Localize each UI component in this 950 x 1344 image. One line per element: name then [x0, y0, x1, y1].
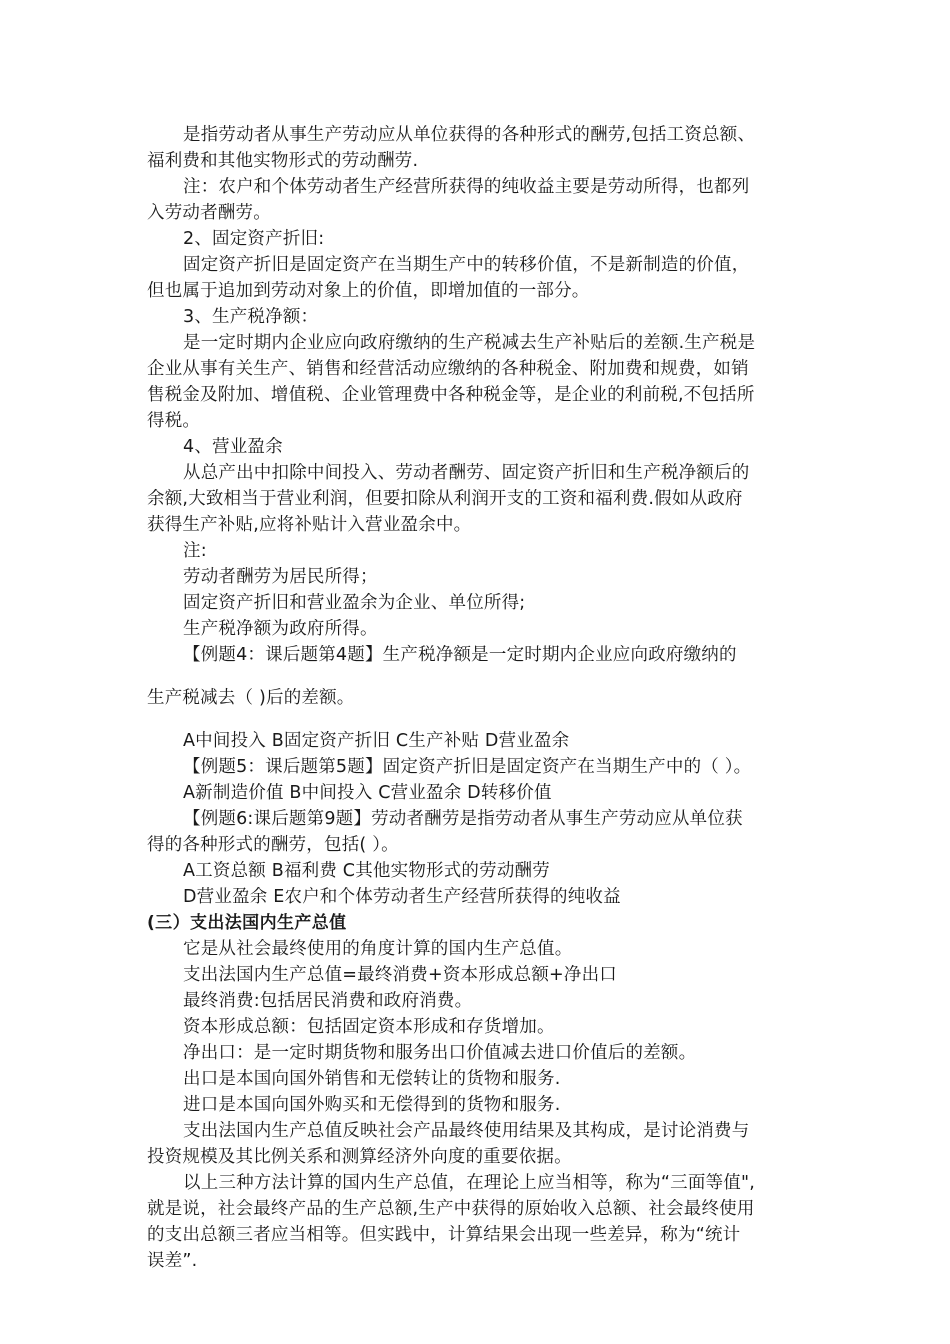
text-line: 支出法国内生产总值=最终消费+资本形成总额+净出口 — [183, 965, 617, 985]
text-line: 注: — [183, 541, 207, 561]
text-line: 3、生产税净额： — [183, 307, 319, 327]
text-line: 【例题6:课后题第9题】劳动者酬劳是指劳动者从事生产劳动应从单位获 — [183, 809, 743, 829]
text-line: A工资总额 B福利费 C其他实物形式的劳动酬劳 — [183, 861, 550, 881]
text-line: 固定资产折旧和营业盈余为企业、单位所得; — [183, 593, 526, 613]
text-line: 以上三种方法计算的国内生产总值，在理论上应当相等，称为“三面等值", — [183, 1173, 755, 1193]
text-line: 劳动者酬劳为居民所得； — [183, 567, 378, 587]
text-line: 进口是本国向国外购买和无偿得到的货物和服务. — [183, 1095, 561, 1115]
text-line: 得税。 — [147, 411, 201, 431]
text-line: 投资规模及其比例关系和测算经济外向度的重要依据。 — [147, 1147, 572, 1167]
text-line: D营业盈余 E农户和个体劳动者生产经营所获得的纯收益 — [183, 887, 621, 907]
text-line: 福利费和其他实物形式的劳动酬劳. — [147, 151, 419, 171]
text-line: 是一定时期内企业应向政府缴纳的生产税减去生产补贴后的差额.生产税是 — [183, 333, 756, 353]
text-line: 出口是本国向国外销售和无偿转让的货物和服务. — [183, 1069, 561, 1089]
text-line: 支出法国内生产总值反映社会产品最终使用结果及其构成，是讨论消费与 — [183, 1121, 750, 1141]
text-line: 企业从事有关生产、销售和经营活动应缴纳的各种税金、附加费和规费，如销 — [147, 359, 749, 379]
text-line: 从总产出中扣除中间投入、劳动者酬劳、固定资产折旧和生产税净额后的 — [183, 463, 750, 483]
text-line: 最终消费:包括居民消费和政府消费。 — [183, 991, 473, 1011]
section-heading: (三）支出法国内生产总值 — [147, 913, 347, 933]
text-line: 生产税净额为政府所得。 — [183, 619, 378, 639]
text-line: A新制造价值 B中间投入 C营业盈余 D转移价值 — [183, 783, 552, 803]
document-page — [147, 122, 817, 1274]
text-line: 4、营业盈余 — [183, 437, 283, 457]
text-line: 售税金及附加、增值税、企业管理费中各种税金等，是企业的利前税,不包括所 — [147, 385, 755, 405]
text-line: 误差”. — [147, 1251, 198, 1271]
text-line: 它是从社会最终使用的角度计算的国内生产总值。 — [183, 939, 573, 959]
text-line: 固定资产折旧是固定资产在当期生产中的转移价值，不是新制造的价值， — [183, 255, 750, 275]
text-line: 净出口：是一定时期货物和服务出口价值减去进口价值后的差额。 — [183, 1043, 697, 1063]
text-line: 是指劳动者从事生产劳动应从单位获得的各种形式的酬劳,包括工资总额、 — [183, 125, 756, 145]
text-line: 资本形成总额：包括固定资本形成和存货增加。 — [183, 1017, 555, 1037]
text-line: 【例题4：课后题第4题】生产税净额是一定时期内企业应向政府缴纳的 — [183, 645, 737, 665]
text-line: 就是说，社会最终产品的生产总额,生产中获得的原始收入总额、社会最终使用 — [147, 1199, 755, 1219]
text-line: 的支出总额三者应当相等。但实践中，计算结果会出现一些差异，称为“统计 — [147, 1225, 741, 1245]
text-line: 2、固定资产折旧: — [183, 229, 325, 249]
text-line: 余额,大致相当于营业利润，但要扣除从利润开支的工资和福利费.假如从政府 — [147, 489, 743, 509]
text-line: 得的各种形式的酬劳，包括( ）。 — [147, 835, 399, 855]
text-line: 注：农户和个体劳动者生产经营所获得的纯收益主要是劳动所得，也都列 — [183, 177, 750, 197]
text-line: 获得生产补贴,应将补贴计入营业盈余中。 — [147, 515, 472, 535]
text-line: 但也属于追加到劳动对象上的价值，即增加值的一部分。 — [147, 281, 590, 301]
text-line: A中间投入 B固定资产折旧 C生产补贴 D营业盈余 — [183, 731, 570, 751]
text-line: 生产税减去（ )后的差额。 — [147, 688, 355, 708]
text-line: 入劳动者酬劳。 — [147, 203, 271, 223]
text-line: 【例题5：课后题第5题】固定资产折旧是固定资产在当期生产中的（ ）。 — [183, 757, 752, 777]
